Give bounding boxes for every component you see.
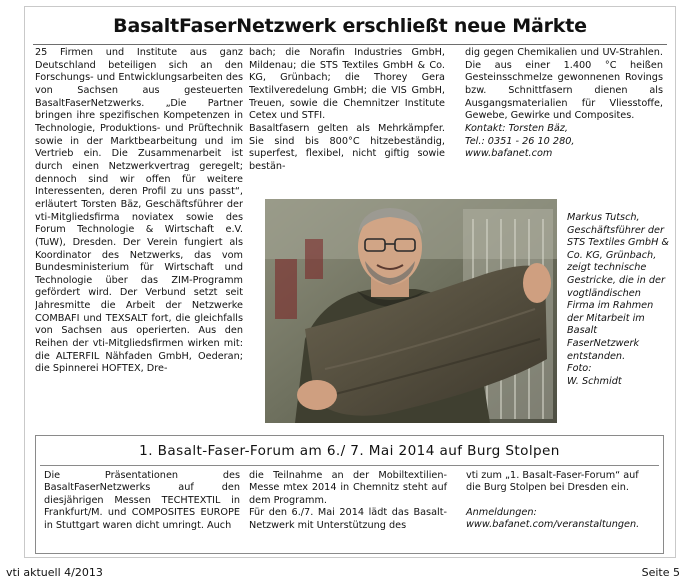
forum-box-title: 1. Basalt-Faser-Forum am 6./ 7. Mai 2014 auf Burg Stolpen <box>139 443 560 459</box>
footer-issue: vti aktuell 4/2013 <box>6 566 103 579</box>
photo-credit-label: Foto: <box>567 363 592 375</box>
forum-column-2-paragraph-1: die Teilnahme an der Mobiltextilien-Messe mtex 2014 in Chemnitz steht auf dem Programm. <box>249 470 447 506</box>
article-photo <box>265 199 557 423</box>
article-column-2 <box>249 47 445 197</box>
contact-website[interactable]: www.bafanet.com <box>465 148 553 160</box>
headline: BasaltFaserNetzwerk erschließt neue Märkte <box>113 15 587 37</box>
column-2-paragraph-1: bach; die Norafin Industries GmbH, Mildenau; die STS Textiles GmbH & Co. KG, Grünbach; die Thorey Gera Textilveredelung GmbH; die VIS GmbH, Treuen, sowie die Chemnitzer Institute Cetex und STFI. <box>249 47 445 122</box>
forum-column-2 <box>249 470 447 532</box>
contact-name: Kontakt: Torsten Bäz, <box>465 122 568 134</box>
article-column-1 <box>35 47 243 425</box>
registration-link[interactable]: www.bafanet.com/veranstaltungen. <box>466 519 640 531</box>
photo-credit-name: W. Schmidt <box>567 375 622 387</box>
forum-column-2-paragraph-2: Für den 6./7. Mai 2014 lädt das Basalt-Netzwerk mit Unterstützung des <box>249 507 447 531</box>
forum-column-1-text: Die Präsentationen des BasaltFaserNetzwerks auf den diesjährigen Messen TECHTEXTIL in Frankfurt/M. und COMPOSITES EUROPE in Stuttgart waren dicht umringt. Auch <box>44 470 240 531</box>
contact-phone: Tel.: 0351 - 26 10 280, <box>465 135 575 147</box>
footer-page-number: Seite 5 <box>641 566 680 579</box>
photo-illustration <box>265 199 557 423</box>
forum-column-3 <box>466 470 656 532</box>
column-2-paragraph-2: Basaltfasern gelten als Mehrkämpfer. Sie sind bis 800°C hitzebeständig, superfest, flexibel, nicht giftig sowie bestän- <box>249 122 445 172</box>
forum-column-3-text: vti zum „1. Basalt-Faser-Forum“ auf die Burg Stolpen bei Dresden ein. <box>466 470 639 494</box>
column-3-text: dig gegen Chemikalien und UV-Strahlen. Die aus einer 1.400 °C heißen Gesteinsschmelze gewonnenen Rovings bzw. Schnittfasern dienen als Ausgangsmaterialien für Vliesstoffe, Gewebe, Gewirke und Composites. <box>465 47 663 122</box>
forum-info-box <box>35 435 664 554</box>
caption-text: Markus Tutsch, Geschäftsführer der STS Textiles GmbH & Co. KG, Grünbach, zeigt technische Gestricke, die in der vogtländischen Firma im Rahmen der Mitarbeit im Basalt FaserNetzwerk entstanden. <box>567 212 669 362</box>
forum-column-1 <box>44 470 240 532</box>
registration-label: Anmeldungen: <box>466 506 537 518</box>
headline-rule <box>33 44 667 45</box>
forum-box-rule <box>40 465 659 466</box>
photo-caption <box>567 212 671 388</box>
column-1-text: 25 Firmen und Institute aus ganz Deutschland beteiligen sich an den Forschungs- und Entwicklungsarbeiten des von Sachsen aus gesteuerten BasaltFaserNetzwerks. „Die Partner bringen ihre spezifischen Kompetenzen in Technologie, Produktions- und Prüftechnik sowie in der Marktbearbeitung und im Vertrieb ein. Die Zusammenarbeit ist durch einen Netzwerkvertrag geregelt; dennoch sind wir offen für weitere Interessenten, deren Profil zu uns passt“, erläutert Torsten Bäz, Geschäftsführer der vti-Mitgliedsfirma noviatex sowie des Forum Technologie & Wirtschaft e.V. (TuW), Dresden. Der Verein fungiert als Koordinator des Netzwerks, das vom Bundesministerium für Wirtschaft und Technologie über das ZIM-Programm gefördert wird. Der Verbund setzt seit Jahresmitte die Arbeit der Netzwerke COMBAFI und TEXSALT fort, die gleichfalls von Sachsen aus operierten. Aus den Reihen der vti-Mitgliedsfirmen wirken mit: die ALTERFIL Nähfaden GmbH, Oederan; die Spinnerei HOFTEX, Dre- <box>35 47 243 375</box>
article-frame <box>24 6 676 558</box>
article-column-3 <box>465 47 663 197</box>
